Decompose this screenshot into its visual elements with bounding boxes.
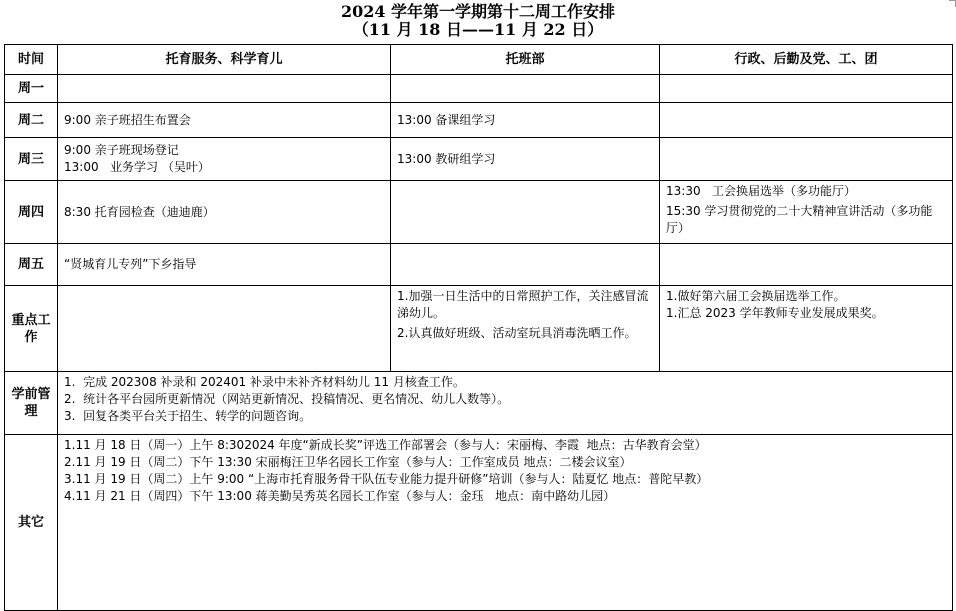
care-item: 9:00 亲子班现场登记: [64, 143, 179, 157]
document-title: 2024 学年第一学期第十二周工作安排: [340, 2, 616, 21]
header-care: 托育服务、科学育儿: [58, 45, 391, 75]
class-cell: [391, 75, 660, 103]
class-cell: [391, 181, 660, 244]
care-item: 13:00 业务学习 （吴叶）: [64, 160, 210, 174]
focus-admin-item: 1.做好第六届工会换届选举工作。: [666, 289, 846, 303]
admin-cell: [660, 75, 953, 103]
header-row: [5, 45, 953, 75]
header-admin: 行政、后勤及党、工、团: [660, 45, 953, 75]
focus-class-item: 1.加强一日生活中的日常照护工作，关注感冒流涕幼儿。: [397, 289, 649, 320]
day-label: 周三: [5, 138, 58, 181]
row-friday: [5, 244, 953, 286]
focus-class-item: 2.认真做好班级、活动室玩具消毒洗晒工作。: [397, 326, 637, 340]
care-cell: [58, 75, 391, 103]
day-label: 周五: [5, 244, 58, 286]
row-monday: [5, 75, 953, 103]
row-preschool: [5, 372, 953, 435]
other-item: 2.11 月 19 日（周二）下午 13:30 宋丽梅汪卫华名园长工作室（参与人：工作室成员 地点：二楼会议室）: [64, 455, 632, 469]
class-item: 13:00 备课组学习: [397, 112, 496, 127]
preschool-item: 1. 完成 202308 补录和 202401 补录中未补齐材料幼儿 11 月核查工作。: [64, 375, 465, 389]
class-cell: [391, 286, 660, 372]
other-item: 3.11 月 19 日（周二）上午 9:00 “上海市托育服务骨干队伍专业能力提升研修”培训（参与人：陆夏忆 地点：普陀早教）: [64, 472, 709, 486]
other-item: 4.11 月 21 日（周四）下午 13:00 蒋美勤吴秀英名园长工作室（参与人：金珏 地点：南中路幼儿园）: [64, 489, 616, 503]
care-cell: [58, 103, 391, 138]
other-item: 1.11 月 18 日（周一）上午 8:302024 年度“新成长奖”评选工作部署会（参与人：宋丽梅、李霞 地点：古华教育会堂）: [64, 438, 707, 452]
row-focus: [5, 286, 953, 372]
class-cell: [391, 138, 660, 181]
class-cell: [391, 103, 660, 138]
row-tuesday: [5, 103, 953, 138]
care-cell: [58, 244, 391, 286]
admin-cell: [660, 103, 953, 138]
admin-cell: [660, 286, 953, 372]
header-class: 托班部: [391, 45, 660, 75]
care-cell: [58, 286, 391, 372]
preschool-cell: [58, 372, 953, 435]
other-cell: [58, 435, 953, 611]
focus-admin-item: 1.汇总 2023 学年教师专业发展成果奖。: [666, 306, 884, 320]
day-label: 周二: [5, 103, 58, 138]
day-label: 周一: [5, 75, 58, 103]
schedule-table: [4, 44, 953, 611]
care-item: 9:00 亲子班招生布置会: [64, 112, 191, 127]
admin-cell: [660, 138, 953, 181]
header-time: 时间: [5, 45, 58, 75]
row-wednesday: [5, 138, 953, 181]
care-cell: [58, 181, 391, 244]
class-item: 13:00 教研组学习: [397, 151, 496, 166]
row-other: [5, 435, 953, 611]
focus-label: 重点工作: [5, 286, 58, 372]
care-item: 8:30 托育园检查（迪迪鹿）: [64, 204, 215, 219]
document-subtitle: （11 月 18 日——11 月 22 日）: [352, 20, 604, 39]
admin-item: 13:30 工会换届选举（多功能厅）: [666, 184, 857, 198]
admin-item: 15:30 学习贯彻党的二十大精神宣讲活动（多功能厅）: [666, 204, 933, 235]
day-label: 周四: [5, 181, 58, 244]
admin-cell: [660, 181, 953, 244]
admin-cell: [660, 244, 953, 286]
care-item: “贤城育儿专列”下乡指导: [64, 257, 197, 271]
row-thursday: [5, 181, 953, 244]
other-label: 其它: [5, 435, 58, 611]
preschool-item: 3. 回复各类平台关于招生、转学的问题咨询。: [64, 409, 312, 423]
preschool-item: 2. 统计各平台园所更新情况（网站更新情况、投稿情况、更名情况、幼儿人数等）。: [64, 392, 510, 406]
care-cell: [58, 138, 391, 181]
preschool-label: 学前管理: [5, 372, 58, 435]
class-cell: [391, 244, 660, 286]
